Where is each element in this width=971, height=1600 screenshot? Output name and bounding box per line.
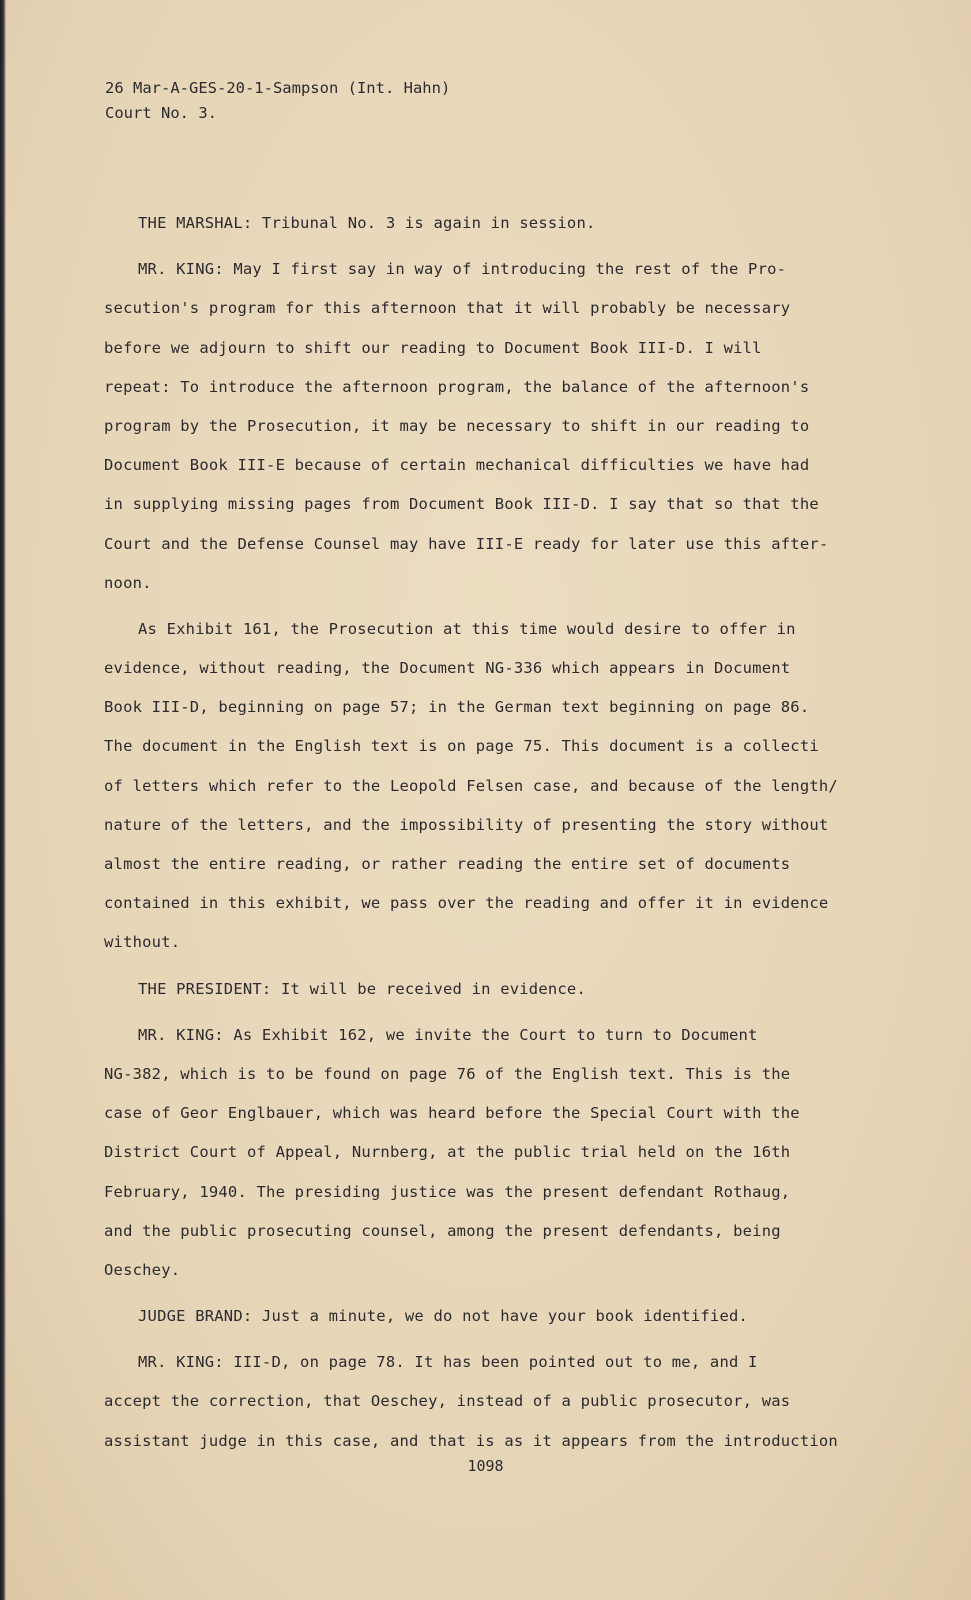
text-line: JUDGE BRAND: Just a minute, we do not have your book identified. <box>138 1307 749 1326</box>
text-line: repeat: To introduce the afternoon program, the balance of the afternoon's <box>104 377 810 396</box>
text-line: Book III-D, beginning on page 57; in the German text beginning on page 86. <box>104 698 810 717</box>
paragraph <box>104 1343 884 1461</box>
text-line: assistant judge in this case, and that is as it appears from the introduction <box>104 1431 838 1450</box>
text-line: of letters which refer to the Leopold Felsen case, and because of the length/ <box>104 776 838 795</box>
paragraph <box>104 250 884 603</box>
text-line: As Exhibit 161, the Prosecution at this time would desire to offer in <box>138 619 796 638</box>
text-line: nature of the letters, and the impossibility of presenting the story without <box>104 815 829 834</box>
text-line: program by the Prosecution, it may be necessary to shift in our reading to <box>104 416 810 435</box>
text-line: in supplying missing pages from Document Book III-D. I say that so that the <box>104 495 819 514</box>
text-line: contained in this exhibit, we pass over the reading and offer it in evidence <box>104 894 829 913</box>
text-line: accept the correction, that Oeschey, instead of a public prosecutor, was <box>104 1392 791 1411</box>
text-line: THE PRESIDENT: It will be received in evidence. <box>138 979 586 998</box>
text-line: Document Book III-E because of certain mechanical difficulties we have had <box>104 456 810 475</box>
text-line: Oeschey. <box>104 1260 181 1279</box>
header-session-line: 26 Mar-A-GES-20-1-Sampson (Int. Hahn) <box>105 79 451 97</box>
text-line: MR. KING: As Exhibit 162, we invite the Court to turn to Document <box>138 1025 758 1044</box>
paragraph-gap <box>104 603 884 610</box>
text-line: noon. <box>104 573 152 592</box>
text-line: THE MARSHAL: Tribunal No. 3 is again in session. <box>138 214 596 232</box>
text-line: and the public prosecuting counsel, among the present defendants, being <box>104 1221 781 1240</box>
transcript-header <box>105 76 450 126</box>
text-line: NG-382, which is to be found on page 76 of the English text. This is the <box>104 1064 791 1083</box>
paragraph <box>104 1297 884 1336</box>
paragraph-gap <box>104 1009 884 1016</box>
text-line: secution's program for this afternoon that it will probably be necessary <box>104 299 791 318</box>
text-line: almost the entire reading, or rather reading the entire set of documents <box>104 855 791 873</box>
text-line: MR. KING: III-D, on page 78. It has been pointed out to me, and I <box>138 1353 758 1372</box>
header-court-line: Court No. 3. <box>105 104 217 122</box>
paragraph-gap <box>104 1336 884 1343</box>
paragraph-gap <box>104 963 884 970</box>
binding-edge <box>0 0 6 1600</box>
text-line: case of Geor Englbauer, which was heard before the Special Court with the <box>104 1104 800 1123</box>
text-line: evidence, without reading, the Document NG-336 which appears in Document <box>104 659 791 678</box>
paragraph-gap <box>104 243 884 250</box>
text-line: MR. KING: May I first say in way of introducing the rest of the Pro- <box>138 260 787 279</box>
text-line: The document in the English text is on page 75. This document is a collecti <box>104 737 819 756</box>
page-number: 1098 <box>467 1457 504 1475</box>
paragraph <box>104 204 884 243</box>
transcript-body <box>104 204 884 1461</box>
paragraph-gap <box>104 1290 884 1297</box>
text-line: February, 1940. The presiding justice was the present defendant Rothaug, <box>104 1182 791 1201</box>
text-line: without. <box>104 933 181 952</box>
text-line: Court and the Defense Counsel may have III-E ready for later use this after- <box>104 534 829 553</box>
text-line: before we adjourn to shift our reading to Document Book III-D. I will <box>104 338 762 357</box>
paragraph <box>104 970 884 1009</box>
text-line: District Court of Appeal, Nurnberg, at the public trial held on the 16th <box>104 1143 791 1162</box>
paragraph <box>104 610 884 963</box>
paragraph <box>104 1016 884 1290</box>
